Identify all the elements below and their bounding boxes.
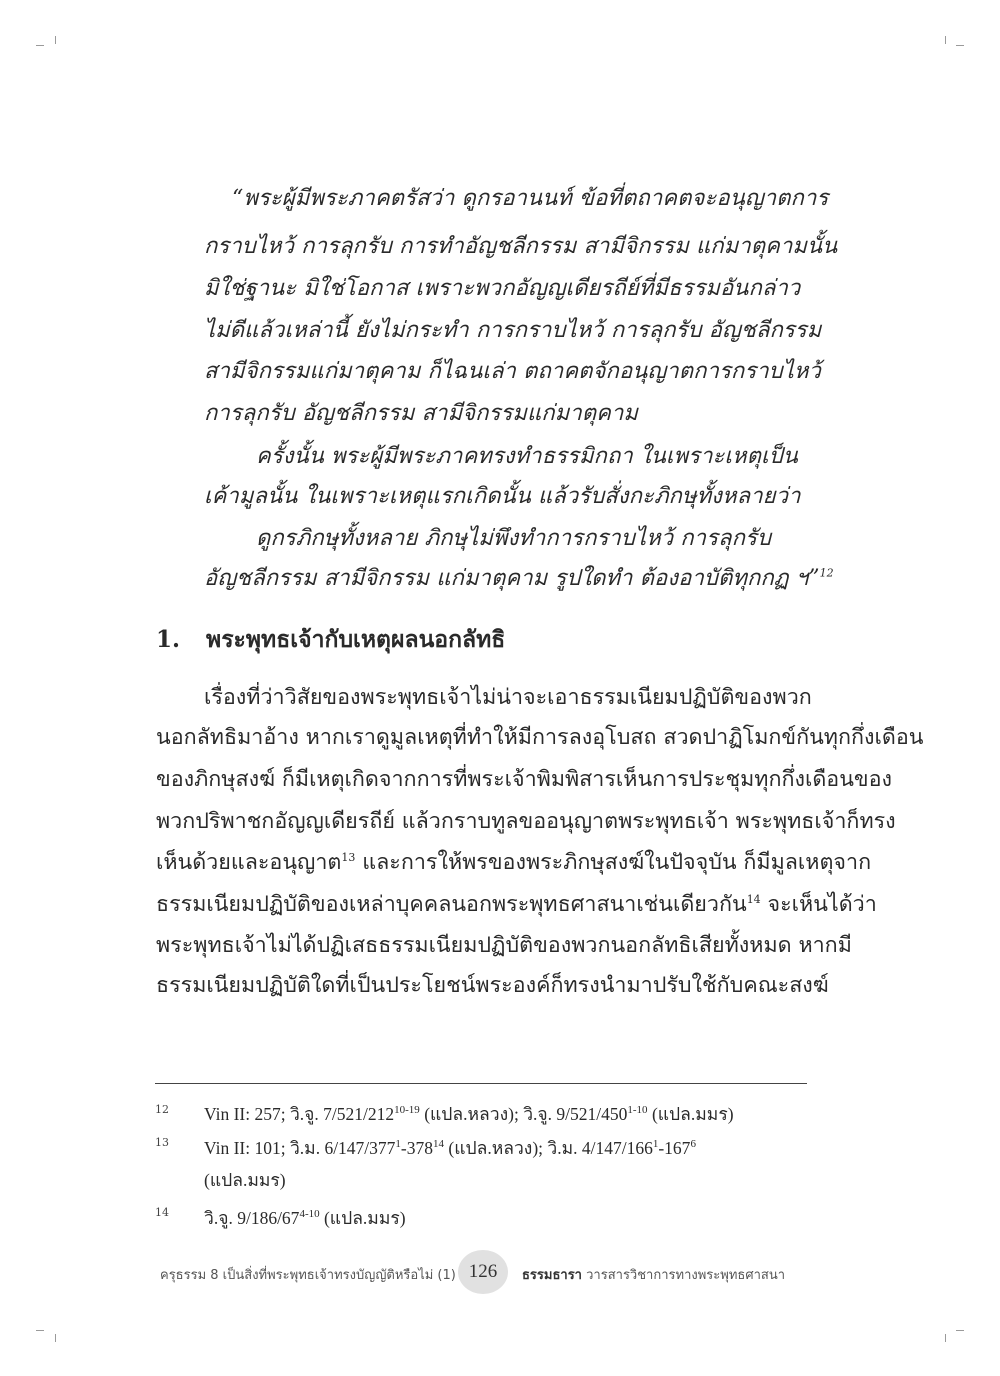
running-footer-right bbox=[522, 1264, 785, 1285]
crop-mark bbox=[956, 1330, 964, 1331]
footnote-14: วิ.จู. 9/186/67$^{4-10}$ (แปล.มมร) bbox=[204, 1208, 406, 1228]
body-line: ธรรมเนียมปฏิบัติใดที่เป็นประโยชน์พระองค์ก็ทรงนำมาปรับใช้กับคณะสงฆ์ bbox=[156, 973, 829, 998]
footnote-number: 14 bbox=[155, 1206, 169, 1219]
footnote-number: 12 bbox=[155, 1103, 169, 1116]
quote-text: อัญชลีกรรม สามีจิกรรม แก่มาตุคาม รูปใดทำ ต้องอาบัติทุกกฏ ฯ” bbox=[204, 566, 820, 591]
body-line: เรื่องที่ว่าวิสัยของพระพุทธเจ้าไม่น่าจะเอาธรรมเนียมปฏิบัติของพวก bbox=[204, 685, 812, 710]
body-line bbox=[156, 845, 871, 879]
footnote-13: Vin II: 101; วิ.ม. $6/147/377^1-378^{14}$ (แปล.หลวง); วิ.ม. $4/147/166^1-167^6$ bbox=[204, 1138, 696, 1158]
footnote-number: 13 bbox=[155, 1136, 169, 1149]
quote-line: กราบไหว้ การลุกรับ การทำอัญชลีกรรม สามีจิกรรม แก่มาตุคามนั้น bbox=[204, 234, 838, 259]
quote-line: ไม่ดีแล้วเหล่านี้ ยังไม่กระทำ การกราบไหว้ การลุกรับ อัญชลีกรรม bbox=[204, 318, 822, 343]
crop-mark bbox=[956, 45, 964, 46]
quote-line: มิใช่ฐานะ มิใช่โอกาส เพราะพวกอัญญเดียรถีย์ที่มีธรรมอันกล่าว bbox=[204, 276, 801, 301]
body-text: จะเห็นได้ว่า bbox=[760, 892, 877, 917]
journal-name: ธรรมธารา bbox=[522, 1268, 582, 1283]
section-title: พระพุทธเจ้ากับเหตุผลนอกลัทธิ bbox=[206, 626, 506, 653]
quote-line: “พระผู้มีพระภาคตรัสว่า ดูกรอานนท์ ข้อที่ตถาคตจะอนุญาตการ bbox=[232, 186, 829, 211]
footnote-divider bbox=[155, 1083, 807, 1084]
quote-line: ดูกรภิกษุทั้งหลาย ภิกษุไม่พึงทำการกราบไหว้ การลุกรับ bbox=[256, 526, 772, 551]
footnote-ref[interactable]: 12 bbox=[819, 566, 834, 580]
body-text: เห็นด้วยและอนุญาต bbox=[156, 850, 342, 875]
quote-line: สามีจิกรรมแก่มาตุคาม ก็ไฉนเล่า ตถาคตจักอนุญาตการกราบไหว้ bbox=[204, 359, 821, 384]
body-line: ของภิกษุสงฆ์ ก็มีเหตุเกิดจากการที่พระเจ้าพิมพิสารเห็นการประชุมทุกกึ่งเดือนของ bbox=[156, 767, 893, 792]
page-number: 126 bbox=[458, 1250, 508, 1294]
crop-mark bbox=[55, 1334, 56, 1342]
quote-line: ครั้งนั้น พระผู้มีพระภาคทรงทำธรรมิกถา ในเพราะเหตุเป็น bbox=[256, 444, 798, 469]
body-line: พวกปริพาชกอัญญเดียรถีย์ แล้วกราบทูลขออนุญาตพระพุทธเจ้า พระพุทธเจ้าก็ทรง bbox=[156, 809, 896, 834]
quote-line-last bbox=[204, 560, 834, 595]
crop-mark bbox=[945, 1334, 946, 1342]
crop-mark bbox=[36, 45, 44, 46]
quote-line: การลุกรับ อัญชลีกรรม สามีจิกรรมแก่มาตุคาม bbox=[204, 401, 639, 426]
body-line: นอกลัทธิมาอ้าง หากเราดูมูลเหตุที่ทำให้มีการลงอุโบสถ สวดปาฏิโมกข์กันทุกกึ่งเดือน bbox=[156, 725, 924, 750]
journal-subtitle: วารสารวิชาการทางพระพุทธศาสนา bbox=[582, 1268, 786, 1283]
quote-line: เค้ามูลนั้น ในเพราะเหตุแรกเกิดนั้น แล้วรับสั่งกะภิกษุทั้งหลายว่า bbox=[204, 484, 801, 509]
crop-mark bbox=[36, 1330, 44, 1331]
crop-mark bbox=[945, 36, 946, 44]
body-text: และการให้พรของพระภิกษุสงฆ์ในปัจจุบัน ก็มีมูลเหตุจาก bbox=[355, 850, 872, 875]
footnote-12: Vin II: 257; วิ.จู. 7/521/212$^{10-19}$ (แปล.หลวง); วิ.จู. 9/521/450$^{1-10}$ (แปล.มมร) bbox=[204, 1104, 734, 1124]
section-heading bbox=[156, 622, 505, 658]
footnote-ref[interactable]: 13 bbox=[341, 850, 356, 864]
footnote-ref[interactable]: 14 bbox=[746, 892, 761, 906]
footnote-13-cont: (แปล.มมร) bbox=[204, 1170, 286, 1190]
crop-mark bbox=[55, 36, 56, 44]
body-line bbox=[156, 887, 877, 921]
section-number: 1. bbox=[156, 626, 181, 653]
body-line: พระพุทธเจ้าไม่ได้ปฏิเสธธรรมเนียมปฏิบัติของพวกนอกลัทธิเสียทั้งหมด หากมี bbox=[156, 933, 852, 958]
body-text: ธรรมเนียมปฏิบัติของเหล่าบุคคลนอกพระพุทธศาสนาเช่นเดียวกัน bbox=[156, 892, 747, 917]
running-footer-left: ครุธรรม 8 เป็นสิ่งที่พระพุทธเจ้าทรงบัญญัติหรือไม่ (1) bbox=[160, 1268, 456, 1283]
